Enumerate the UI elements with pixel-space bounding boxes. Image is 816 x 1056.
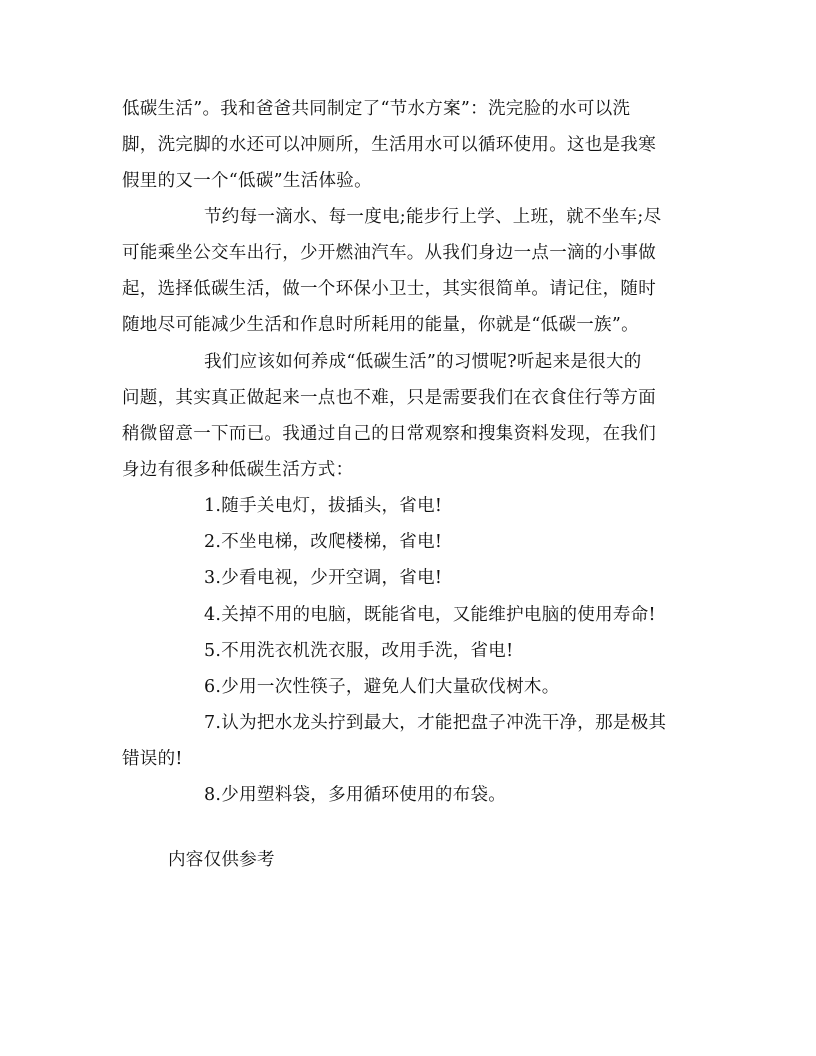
footer-note: 内容仅供参考 xyxy=(168,850,275,870)
text-line: 稍微留意一下而已。我通过自己的日常观察和搜集资料发现，在我们 xyxy=(122,424,656,444)
list-item: 1.随手关电灯，拔插头，省电! xyxy=(204,496,443,516)
text-line: 起，选择低碳生活，做一个环保小卫士，其实很简单。请记住，随时 xyxy=(122,279,656,299)
text-line: 随地尽可能减少生活和作息时所耗用的能量，你就是“低碳一族”。 xyxy=(122,315,639,335)
list-item: 8.少用塑料袋，多用循环使用的布袋。 xyxy=(204,785,507,805)
list-item: 7.认为把水龙头拧到最大，才能把盘子冲洗干净，那是极其 xyxy=(204,713,667,733)
list-item-continuation: 错误的! xyxy=(122,749,183,769)
text-line: 身边有很多种低碳生活方式： xyxy=(122,460,354,480)
text-line: 问题，其实真正做起来一点也不难，只是需要我们在衣食住行等方面 xyxy=(122,388,656,408)
text-line: 假里的又一个“低碳”生活体验。 xyxy=(122,171,372,191)
text-line: 我们应该如何养成“低碳生活”的习惯呢?听起来是很大的 xyxy=(204,352,642,372)
list-item: 3.少看电视，少开空调，省电! xyxy=(204,568,443,588)
list-item: 2.不坐电梯，改爬楼梯，省电! xyxy=(204,532,443,552)
text-line: 节约每一滴水、每一度电;能步行上学、上班，就不坐车;尽 xyxy=(204,207,662,227)
list-item: 4.关掉不用的电脑，既能省电，又能维护电脑的使用寿命! xyxy=(204,605,656,625)
text-line: 脚，洗完脚的水还可以冲厕所，生活用水可以循环使用。这也是我寒 xyxy=(122,135,656,155)
text-line: 低碳生活”。我和爸爸共同制定了“节水方案”：洗完脸的水可以洗 xyxy=(122,99,631,119)
list-item: 6.少用一次性筷子，避免人们大量砍伐树木。 xyxy=(204,677,560,697)
text-line: 可能乘坐公交车出行，少开燃油汽车。从我们身边一点一滴的小事做 xyxy=(122,243,656,263)
list-item: 5.不用洗衣机洗衣服，改用手洗，省电! xyxy=(204,641,514,661)
